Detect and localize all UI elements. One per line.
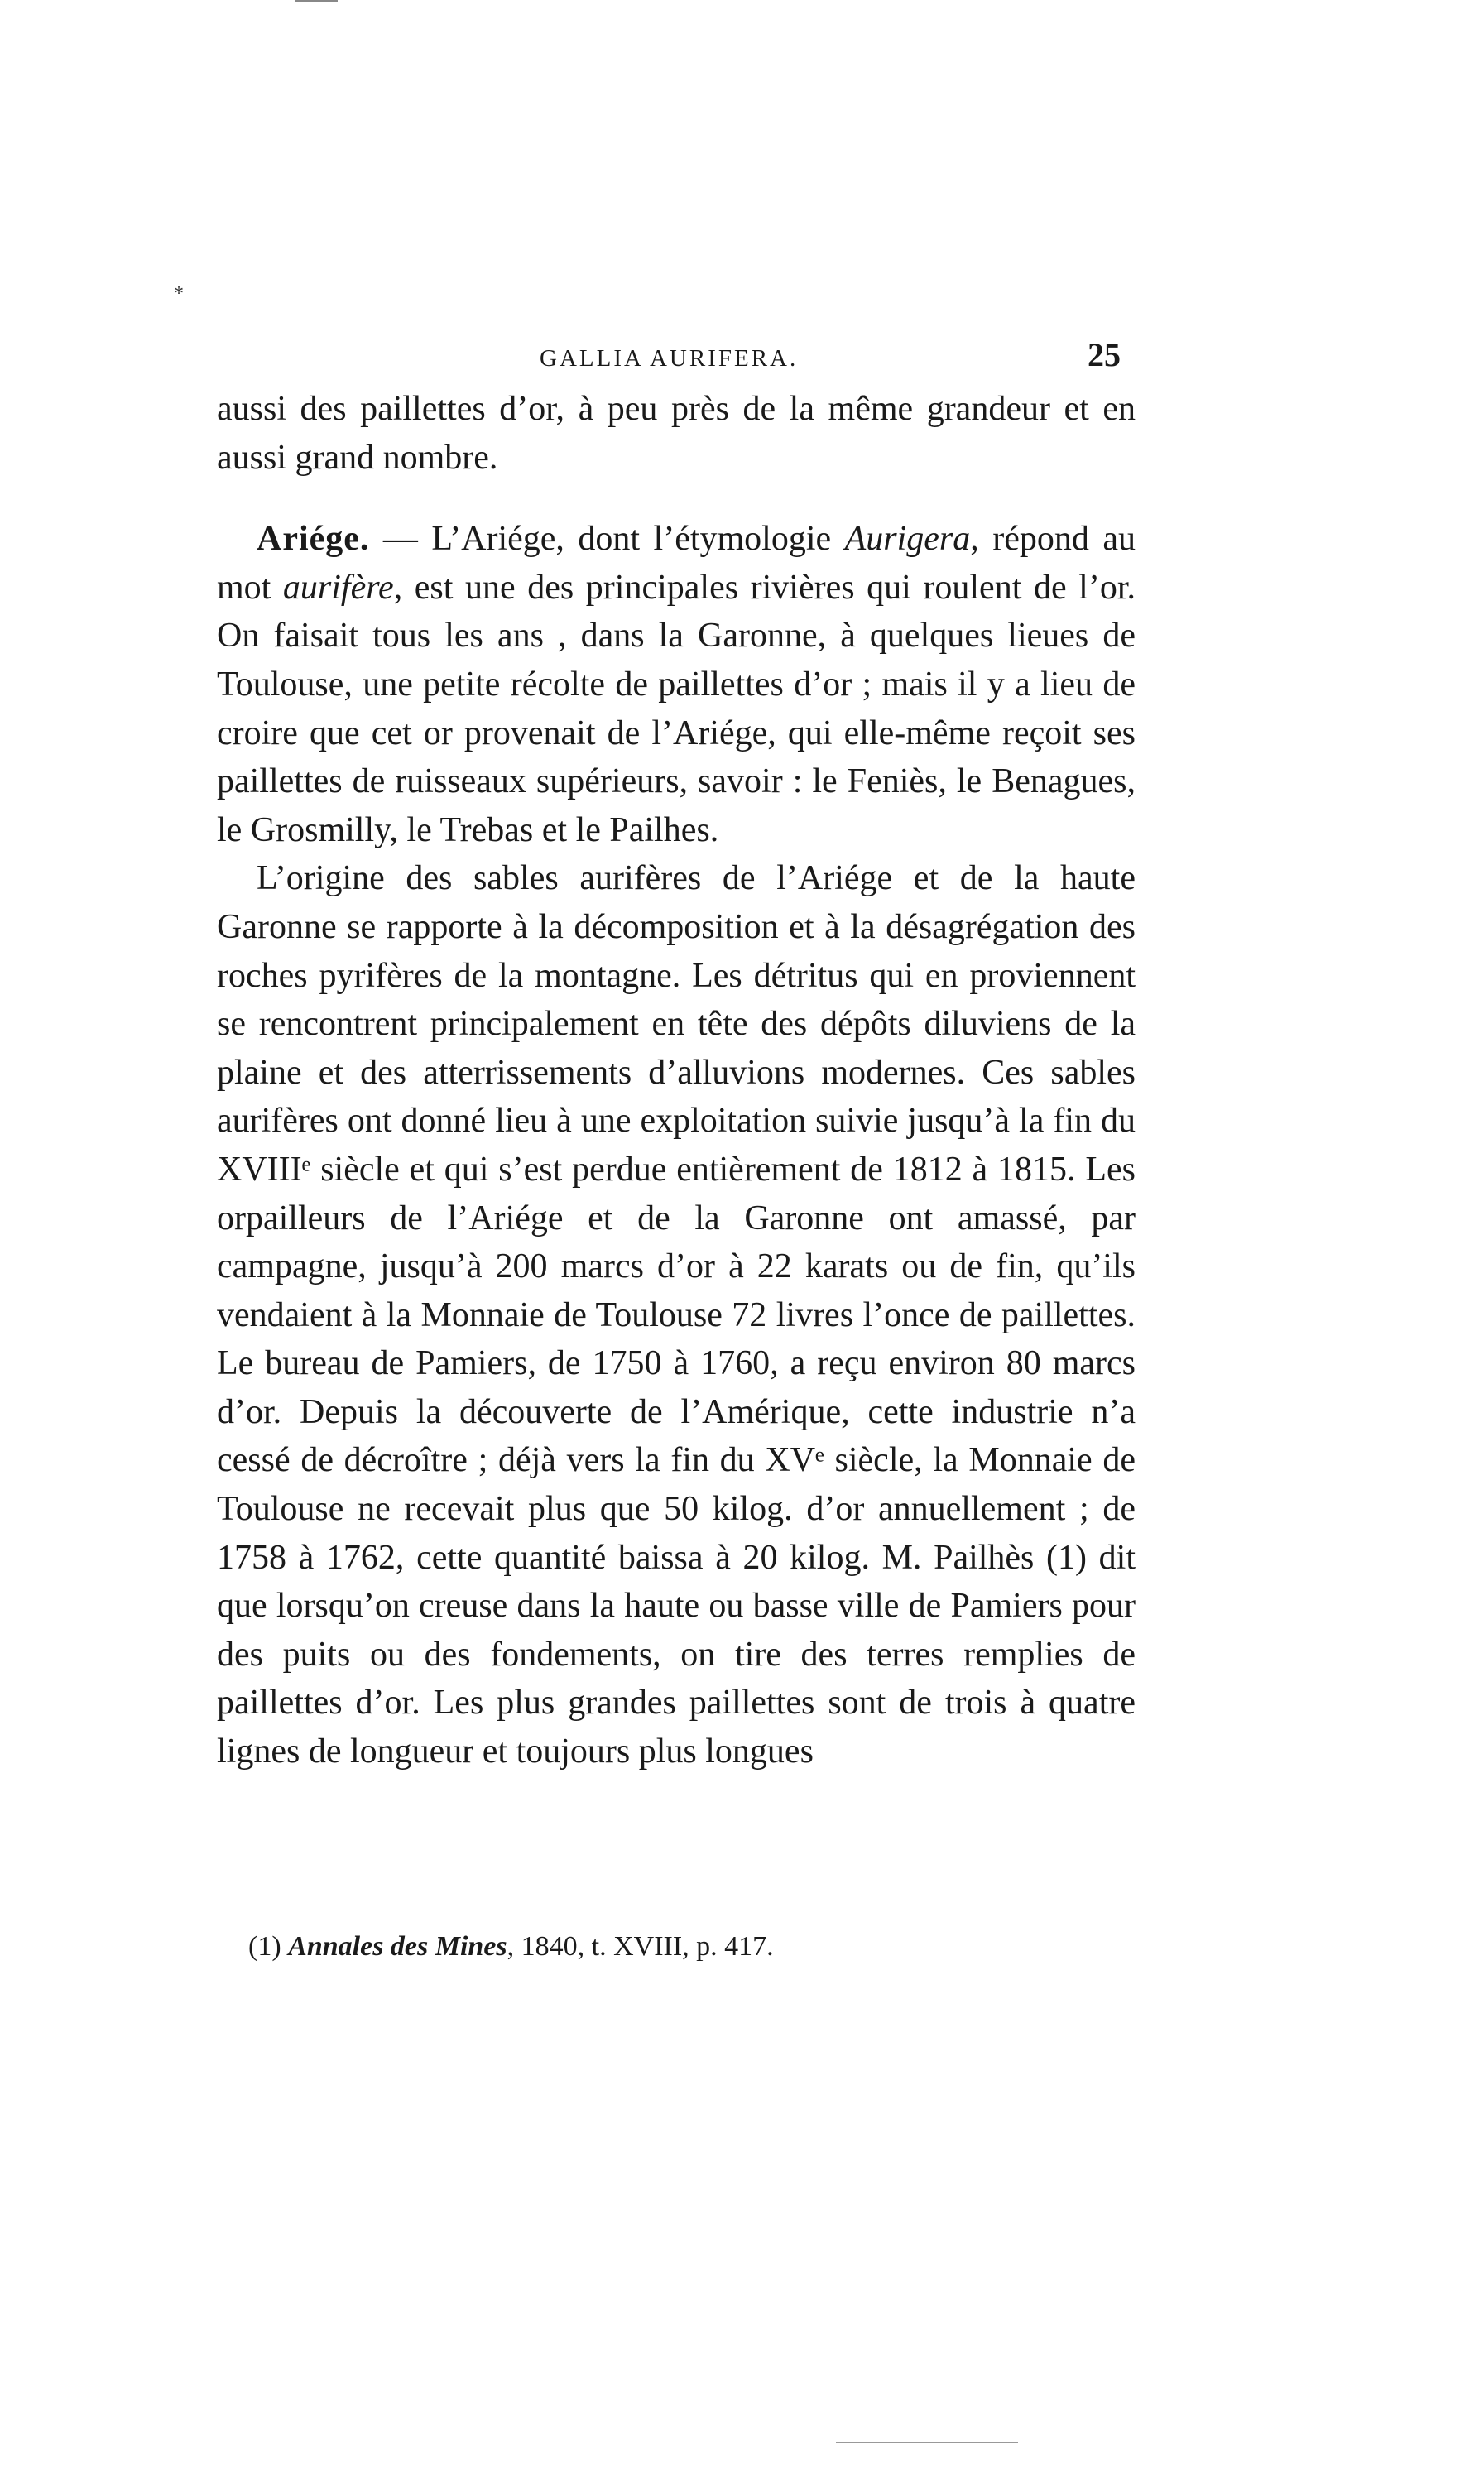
paragraph-continued: aussi des paillettes d’or, à peu près de la même grandeur et en aussi grand nombre. xyxy=(217,390,1136,477)
footnote-number: (1) xyxy=(248,1931,289,1962)
paragraph-origin: L’origine des sables aurifères de l’Ariége et de la haute Garonne se rapporte à la décomposition et à la désagrégation des roches pyrifères de la montagne. Les détritus qui en proviennent se rencontrent principalement en tête des dépôts diluviens de la plaine et des atterrissements d’alluvions modernes. Ces sables aurifères ont donné lieu à une exploitation suivie jusqu’à la fin du XVIIIᵉ siècle et qui s’est perdue entièrement de 1812 à 1815. Les orpailleurs de l’Ariége et de la Garonne ont amassé, par campagne, jusqu’à 200 marcs d’or à 22 karats ou de fin, qu’ils vendaient à la Monnaie de Toulouse 72 livres l’once de paillettes. Le bureau de Pamiers, de 1750 à 1760, a reçu environ 80 marcs d’or. Depuis la découverte de l’Amérique, cette industrie n’a cessé de décroître ; déjà vers la fin du XVᵉ siècle, la Monnaie de Toulouse ne recevait plus que 50 kilog. d’or annuellement ; de 1758 à 1762, cette quantité baissa à 20 kilog. M. Pailhès (1) dit que lorsqu’on creuse dans la haute ou basse ville de Pamiers pour des puits ou des fondements, on tire des terres remplies de paillettes d’or. Les plus grandes paillettes sont de trois à quatre lignes de longueur et toujours plus longues xyxy=(217,859,1136,1771)
page-number: 25 xyxy=(1088,336,1121,373)
term-aurifere: aurifère xyxy=(282,568,394,607)
running-head: GALLIA AURIFERA. xyxy=(540,345,799,372)
footnote-reference: , 1840, t. XVIII, p. 417. xyxy=(507,1931,774,1962)
paragraph-ariege xyxy=(217,515,1136,854)
body-text xyxy=(217,385,1136,1776)
footnote-source: Annales des Mines xyxy=(288,1931,507,1962)
bottom-edge-rule xyxy=(836,2442,1018,2443)
margin-star-mark: * xyxy=(174,283,184,305)
page-header xyxy=(217,335,1136,385)
term-aurigera: Aurigera xyxy=(844,520,971,559)
top-edge-rule xyxy=(295,0,338,2)
footnote xyxy=(248,1931,1136,1963)
paragraph-ariege-text-2: , répond au mot xyxy=(217,520,1136,607)
paragraph-ariege-text-3: , est une des principales rivières qui roulent de l’or. On faisait tous les ans , dans la Garonne, à quelques lieues de Toulouse, une petite récolte de paillettes d’or ; mais il y a lieu de croire que cet or provenait de l’Ariége, qui elle-même reçoit ses paillettes de ruisseaux supérieurs, savoir : le Feniès, le Benagues, le Grosmilly, le Trebas et le Pailhes. xyxy=(217,568,1136,849)
section-title-ariege: Ariége. xyxy=(257,520,370,559)
paragraph-ariege-text-1: — L’Ariége, dont l’étymologie xyxy=(369,520,845,559)
